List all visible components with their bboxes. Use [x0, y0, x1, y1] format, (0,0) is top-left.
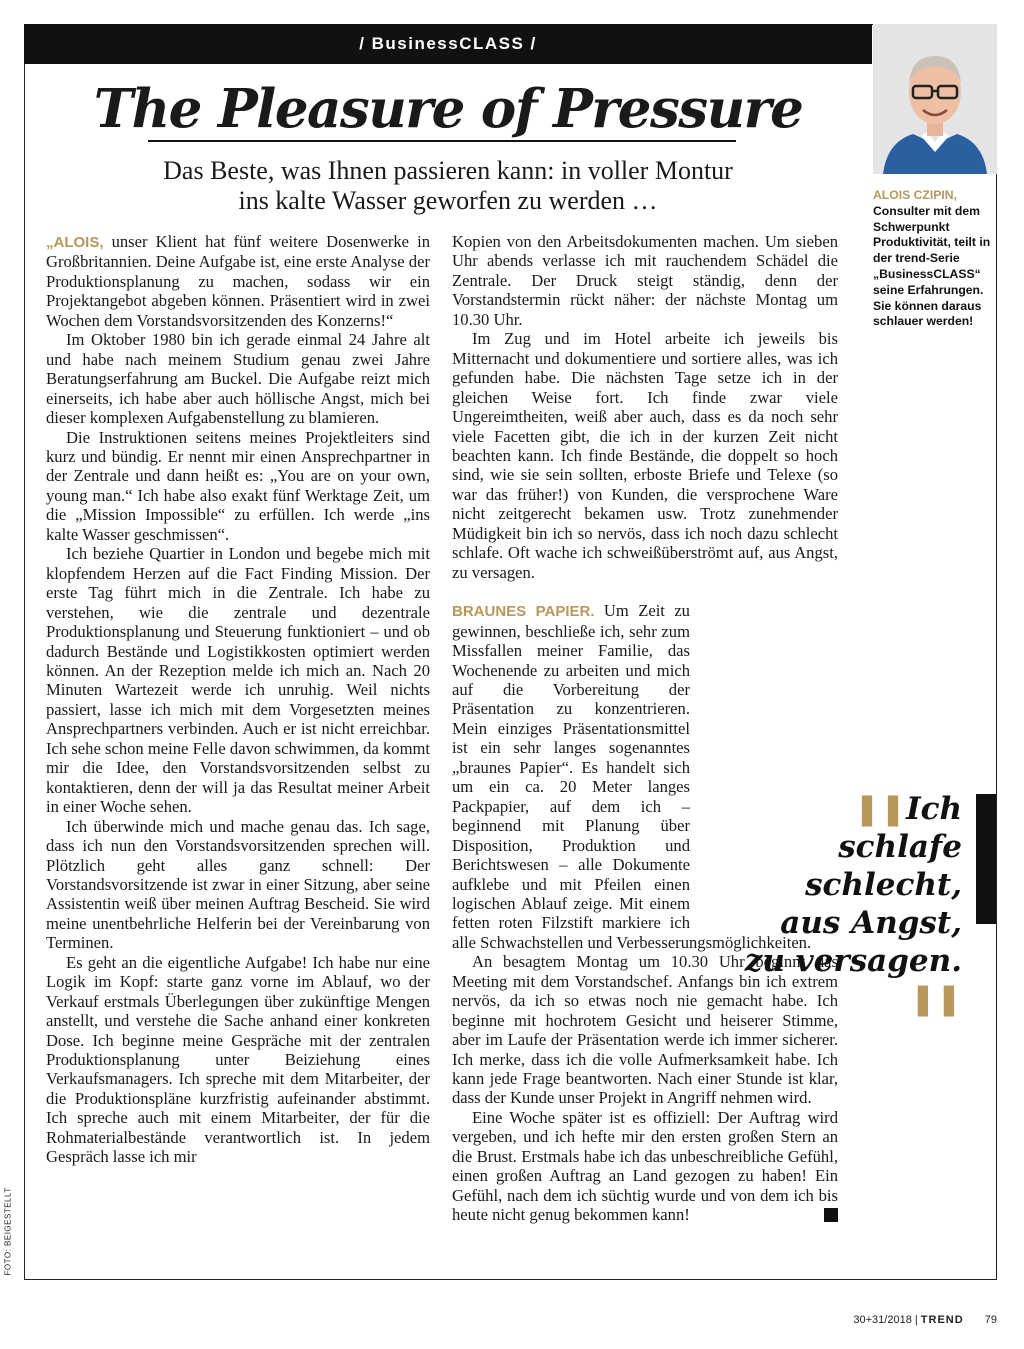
pull-quote-text: Ich schlafe schlecht, aus Angst, zu versagen.: [744, 791, 962, 979]
article-paragraph: Die Instruktionen seitens meines Projektleiters sind kurz und bündig. Er nennt mir einen Ansprechpartner in der Zentrale und dann heißt es: „You are on your own, young man.“ Ich habe also exakt fünf Werktage Zeit, um die „Mission Impossible“ zu erfüllen. Ich werde „ins kalte Wasser geschmissen“.: [46, 427, 430, 544]
author-description: Consulter mit dem Schwerpunkt Produktivität, teilt in der trend-Serie „BusinessCLASS“ seine Erfahrungen. Sie können daraus schlauer werden!: [873, 203, 991, 329]
article-paragraph: Ich beziehe Quartier in London und begebe mich mit klopfendem Herzen auf die Fact Finding Mission. Der erste Tag führt mich in die Zentrale. Ich habe zu verstehen, wie die zentrale und dezentrale Produktionsplanung und Steuerung funktioniert – und ob dadurch Bestände und Logistikkosten optimiert werden können. An der Rezeption melde ich mich an. Nach 20 Minuten Wartezeit werde ich unruhig. Weil nichts passiert, lasse ich mich mit dem Vorgesetzten meines Ansprechpartners verbinden. Auch er ist nicht erreichbar. Ich sehe schon meine Felle davon schwimmen, da kommt mir die Idee, den Vorstandsvorsitzenden selbst zu kontaktieren, denn der will ja das Resultat meiner Arbeit in einer Woche sehen.: [46, 544, 430, 817]
lead-word: „ALOIS,: [46, 234, 104, 251]
article-paragraph: Kopien von den Arbeitsdokumenten machen. Um sieben Uhr abends verlasse ich mit rauchendem Schädel die Zentrale. Der Druck steigt ständig, denn der Vorstandstermin rückt näher: der nächste Montag um 10.30 Uhr.: [452, 232, 838, 329]
article-paragraph: [452, 1107, 851, 1225]
subheadline-line-2: ins kalte Wasser geworfen zu werden …: [238, 186, 658, 215]
article-paragraph: Ich überwinde mich und mache genau das. Ich sage, dass ich nun den Vorstandsvorsitzenden sprechen will. Plötzlich geht alles ganz schnell: Der Vorstandsvorsitzende ist zwar in einer Sitzung, aber seine Assistentin weiß über meinen Auftrag Bescheid. Sie wird meine unentbehrliche Helferin bei der Vereinbarung von Terminen.: [46, 816, 430, 953]
headline: The Pleasure of Pressure: [93, 78, 803, 140]
author-name: ALOIS CZIPIN,: [873, 188, 957, 202]
subheadline-line-1: Das Beste, was Ihnen passieren kann: in voller Montur: [163, 156, 733, 185]
issue-number: 30+31/2018: [853, 1314, 912, 1326]
paragraph-text: Um Zeit zu gewinnen, beschließe ich, sehr zum Missfallen meiner Familie, das Wochenende zu arbeiten und mich auf die Vorbereitung der Präsentation zu konzentrieren. Mein einziges Präsentationsmittel ist ein sehr langes sogenanntes „braunes Papier“. Es handelt sich um ein ca. 20 Meter langes Packpapier, auf dem ich – beginnend mit Planung über Disposition, Produktion und Berichtswesen – alle Dokumente aufklebe und mit Pfeilen einen logischen Ablauf zeige. Mit einem fetten roten Filzstift markiere ich alle Schwachstellen und Verbesserungsmöglichkeiten.: [452, 601, 812, 952]
headline-rule: [148, 140, 736, 142]
section-banner: [24, 24, 872, 64]
open-quote-icon: ❚❚: [854, 791, 907, 827]
end-mark-icon: T: [824, 1208, 838, 1222]
decorative-bar: [976, 794, 996, 924]
article-paragraph: [46, 232, 430, 330]
footer-divider: |: [914, 1314, 921, 1326]
paragraph-text: unser Klient hat fünf weitere Dosenwerke in Großbritannien. Deine Aufgabe ist, eine erste Analyse der Produktionsplanung zu machen, sodass wir ein Projektangebot abgeben können. Präsentiert wird in zwei Wochen dem Vorstandsvorsitzenden des Konzerns!“: [46, 232, 430, 330]
article-paragraph: Im Zug und im Hotel arbeite ich jeweils bis Mitternacht und dokumentiere und sortiere alles, was ich gefunden habe. Die nächsten Tage setze ich in der gleichen Weise fort. Ich finde zwar viele Ungereimtheiten, weiß aber auch, dass es da noch sehr viele Facetten gibt, die ich in der kurzen Zeit nicht beachten kann. Ich finde Bestände, die doppelt so hoch sind, wie sie sein sollten, erboste Briefe und Telexe (so war das früher!) von Kunden, die versprochene Ware nicht zeitgerecht bekamen usw. Trotz zunehmender Müdigkeit bin ich so nervös, dass ich noch dazu schlecht schlafe. Oft wache ich schweißüberströmt auf, aus Angst, zu versagen.: [452, 329, 838, 582]
article-column-1: [46, 232, 430, 1167]
article-paragraph: An besagtem Montag um 10.30 Uhr beginnt das Meeting mit dem Vorstandschef. Anfangs bin ich extrem nervös, da ich so etwas noch nie gemacht habe. Ich beginne mit hochrotem Gesicht und heiserer Stimme, aber im Laufe der Präsentation werde ich immer sicherer. Ich merke, dass ich die volle Aufmerksamkeit habe. Ich kann jede Frage beantworten. Nach einer Stunde ist klar, dass der Kunde unser Projekt in Angriff nehmen wird.: [452, 952, 838, 1108]
photo-credit-text: FOTO: BEIGESTELLT: [3, 1187, 13, 1276]
pull-quote: [740, 790, 962, 1018]
author-bio: [873, 188, 991, 330]
section-label: / BusinessCLASS /: [359, 34, 537, 53]
page-footer: [853, 1314, 997, 1326]
magazine-name: TREND: [920, 1314, 964, 1326]
author-portrait-image: [873, 24, 997, 174]
article-column-2: [452, 232, 851, 1225]
photo-credit: [3, 1187, 13, 1280]
article-paragraph: Im Oktober 1980 bin ich gerade einmal 24 Jahre alt und habe nach meinem Studium genau zwei Jahre Beratungserfahrung am Buckel. Die Aufgabe reizt mich einerseits, ich habe aber auch höllische Angst, mich bei dieser komplexen Aufgabenstellung zu blamieren.: [46, 330, 430, 428]
page-number: 79: [984, 1314, 997, 1326]
paragraph-text: Eine Woche später ist es offiziell: Der Auftrag wird vergeben, und ich hefte mir den ersten großen Stern an die Brust. Erstmals habe ich das unbeschreibliche Gefühl, einen großen Auftrag an Land gezogen zu haben! Ein Gefühl, nach dem ich süchtig wurde und von dem ich bis heute nicht genug bekommen kann!: [452, 1107, 838, 1225]
author-photo: [873, 24, 997, 174]
subheadline: [24, 156, 872, 216]
close-quote-icon: ❚❚: [910, 981, 962, 1017]
article-paragraph: Es geht an die eigentliche Aufgabe! Ich habe nur eine Logik im Kopf: starte ganz vorne im Ablauf, wo der Verkauf erstmals Überlegungen über zukünftige Mengen anstellt, und verstehe die Sache anhand einer konkreten Dose. Ich beginne meine Gespräche mit der zentralen Produktionsplanung unter Beiziehung eines Verkaufsmanagers. Ich spreche mit dem Mitarbeiter, der die Produktionspläne kurzfristig aufeinander abstimmt. Ich spreche auch mit einem Mitarbeiter, der für die Rohmaterialbestände verantwortlich ist. In jedem Gespräch lasse ich mir: [46, 952, 430, 1167]
subhead: BRAUNES PAPIER.: [452, 603, 595, 621]
